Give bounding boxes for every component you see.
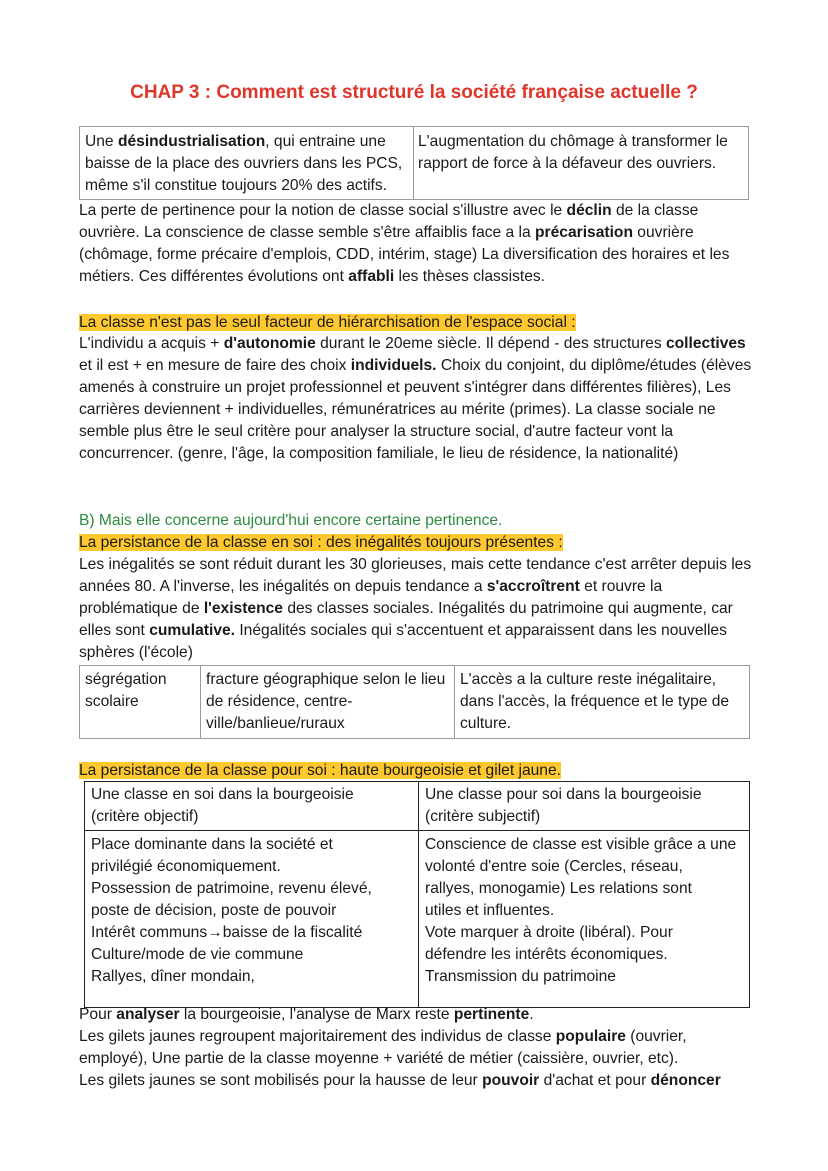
list-item: Vote marquer à droite (libéral). Pour	[425, 924, 673, 941]
list-item: défendre les intérêts économiques.	[425, 946, 668, 963]
inequality-cell-culture: L'accès a la culture reste inégalitaire, dans l'accès, la fréquence et le type de culture.	[455, 666, 750, 739]
paragraph-gilets-jaunes-composition: Les gilets jaunes regroupent majoritairement des individus de classe populaire (ouvrier, employé), Une partie de la classe moyenne + variété de métier (caissière, ouvrier, etc).	[79, 1028, 687, 1067]
paragraph-gilets-jaunes-mobilisation: Les gilets jaunes se sont mobilisés pour la hausse de leur pouvoir d'achat et pour dénoncer	[79, 1072, 721, 1089]
inequality-table	[79, 665, 750, 739]
list-item: Rallyes, dîner mondain,	[91, 968, 255, 985]
list-item: Culture/mode de vie commune	[91, 946, 304, 963]
paragraph-inequalities: Les inégalités se sont réduit durant les 30 glorieuses, mais cette tendance c'est arrêter depuis les années 80. A l'inverse, les inégalités on depuis tendance a s'accroîtrent et rouvre la problématique de l'existence des classes sociales. Inégalités du patrimoine qui augmente, car elles sont cumulative. Inégalités sociales qui s'accentuent et apparaissent dans les nouvelles sphères (l'école)	[79, 556, 752, 661]
list-item: Possession de patrimoine, revenu élevé,	[91, 880, 372, 897]
list-item: utiles et influentes.	[425, 902, 555, 919]
list-item: Intérêt communs→baisse de la fiscalité	[91, 924, 363, 941]
inequality-cell-school: ségrégation scolaire	[80, 666, 201, 739]
intro-cell-left: Une désindustrialisation, qui entraine une baisse de la place des ouvriers dans les PCS, même s'il constitue toujours 20% des actifs.	[80, 127, 414, 200]
chapter-title: CHAP 3 : Comment est structuré la société française actuelle ?	[130, 82, 698, 103]
list-item: Conscience de classe est visible grâce a une	[425, 836, 737, 853]
heading-classe-en-soi: La persistance de la classe en soi : des inégalités toujours présentes :	[79, 534, 563, 551]
heading-classe-pour-soi: La persistance de la classe pour soi : haute bourgeoisie et gilet jaune.	[79, 762, 561, 779]
list-item: volonté d'entre soie (Cercles, réseau,	[425, 858, 683, 875]
paragraph-marx: Pour analyser la bourgeoisie, l'analyse de Marx reste pertinente.	[79, 1006, 534, 1023]
paragraph-decline: La perte de pertinence pour la notion de classe social s'illustre avec le déclin de la classe ouvrière. La conscience de classe semble s'être affaiblis face a la précarisation ouvrière (chômage, forme précaire d'emplois, CDD, intérim, stage) La diversification des horaires et les métiers. Ces différentes évolutions ont affabli les thèses classistes.	[79, 202, 730, 285]
intro-table	[79, 126, 749, 200]
criteria-objective-list	[85, 831, 419, 1008]
paragraph-autonomy: L'individu a acquis + d'autonomie durant le 20eme siècle. Il dépend - des structures collectives et il est + en mesure de faire des choix individuels. Choix du conjoint, du diplôme/études (élèves amenés à construire un projet professionnel et peuvent s'intégrer dans différentes filières), Les carrières deviennent + individuelles, rémunératrices au mérite (primes). La classe sociale ne semble plus être le seul critère pour analyser la structure social, d'autre facteur vont la concurrencer. (genre, l'âge, la composition familiale, le lieu de résidence, la nationalité)	[79, 335, 752, 462]
list-item: Transmission du patrimoine	[425, 968, 616, 985]
list-item: poste de décision, poste de pouvoir	[91, 902, 337, 919]
list-item: privilégié économiquement.	[91, 858, 281, 875]
criteria-subjective-list	[419, 831, 750, 1008]
header-classe-pour-soi: Une classe pour soi dans la bourgeoisie (critère subjectif)	[419, 782, 750, 831]
intro-cell-right: L'augmentation du chômage à transformer le rapport de force à la défaveur des ouvriers.	[414, 127, 749, 200]
list-item: rallyes, monogamie) Les relations sont	[425, 880, 692, 897]
list-item: Place dominante dans la société et	[91, 836, 333, 853]
inequality-cell-geography: fracture géographique selon le lieu de résidence, centre-ville/banlieue/ruraux	[201, 666, 455, 739]
heading-hierarchisation: La classe n'est pas le seul facteur de hiérarchisation de l'espace social :	[79, 314, 576, 331]
header-classe-en-soi: Une classe en soi dans la bourgeoisie (critère objectif)	[85, 782, 419, 831]
bourgeoisie-table	[84, 781, 750, 1008]
subheading-b: B) Mais elle concerne aujourd'hui encore certaine pertinence.	[79, 512, 503, 529]
